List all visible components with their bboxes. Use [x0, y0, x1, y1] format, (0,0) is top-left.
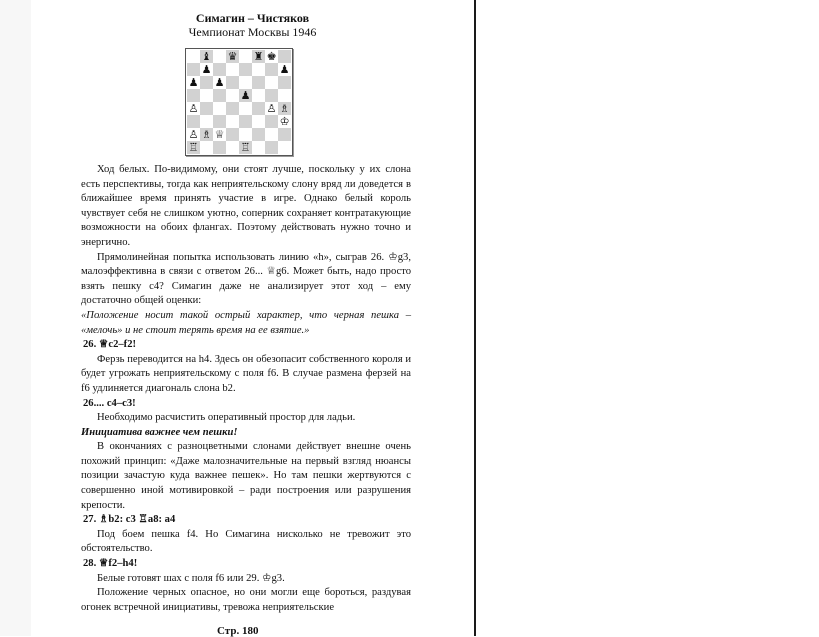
board-square: [265, 76, 278, 89]
chess-piece-square: ♗: [279, 102, 290, 115]
chess-piece-square: ♟: [214, 76, 225, 89]
paragraph: Прямолинейная попытка использовать линию «h», сыграв 26. ♔g3, малоэффективна в связи с ответом 26... ♕g6. Может быть, надо просто взять пешку c4? Симагин даже не анализирует этот ход – ему достаточно общей оценки:: [81, 251, 411, 307]
emphasis: Инициатива важнее чем пешки!: [81, 426, 238, 438]
board-square: [265, 128, 278, 141]
sentence: Необходимо расчистить оперативный простор для ладьи.: [97, 412, 356, 424]
chess-piece-square: ♟: [279, 63, 290, 76]
board-square: [200, 102, 213, 115]
board-square: [213, 89, 226, 102]
board-square: [226, 102, 239, 115]
board-square: [226, 76, 239, 89]
chess-piece-square: ♙: [188, 102, 199, 115]
chess-piece-square: ♙: [188, 128, 199, 141]
board-square: [252, 102, 265, 115]
quote: «Положение носит такой острый характер, что черная пешка – «мелочь» и не стоит терять время на ее взятие.»: [81, 309, 411, 336]
paragraph: Ход белых. По-видимому, они стоят лучше, поскольку у их слона есть перспективы, тогда как неприятельскому слону вряд ли доведется в ближайшее время принять участие в игре. Однако белый король чувствует себя не слишком уютно, соперник сохраняет контратакующие возможности на обоих флангах. Поэтому действовать нужно точно и энергично.: [81, 164, 411, 248]
board-square: [278, 76, 291, 89]
page-number: Стр. 180: [217, 625, 259, 637]
board-square: [239, 50, 252, 63]
chess-piece-square: ♚: [266, 50, 277, 63]
board-square: [265, 89, 278, 102]
board-square: [226, 115, 239, 128]
board-square: [213, 141, 226, 154]
move-notation: 26. ♕c2–f2!: [83, 339, 137, 351]
board-square: [226, 141, 239, 154]
board-square: [187, 50, 200, 63]
board-square: [278, 128, 291, 141]
board-square: [239, 76, 252, 89]
page-right-border: [474, 0, 476, 636]
chess-diagram: [185, 48, 293, 156]
board-square: [213, 63, 226, 76]
board-square: [252, 141, 265, 154]
paragraph: Белые готовят шах с поля f6 или 29. ♔g3.: [97, 572, 285, 584]
board-square: [200, 89, 213, 102]
board-square: [252, 63, 265, 76]
board-square: [200, 115, 213, 128]
board-square: [265, 115, 278, 128]
chess-piece-square: ♗: [201, 128, 212, 141]
board-square: [265, 63, 278, 76]
paragraph: Ферзь переводится на h4. Здесь он обезопасит собственного короля и будет угрожать неприятельскому с поля f6. В случае размена ферзей на f6 удлиняется диагональ слона b2.: [81, 353, 411, 394]
board-square: [239, 128, 252, 141]
board-square: [200, 141, 213, 154]
chess-piece-square: ♟: [201, 63, 212, 76]
move-notation: 26.... c4–c3!: [83, 397, 136, 409]
board-square: [187, 89, 200, 102]
chess-piece-square: ♖: [188, 141, 199, 154]
board-square: [252, 115, 265, 128]
board-square: [265, 141, 278, 154]
board-square: [226, 89, 239, 102]
document-page: [31, 0, 474, 636]
game-title: Симагин – Чистяков: [195, 11, 310, 25]
commentary-text: [81, 163, 411, 615]
board-square: [278, 89, 291, 102]
tournament-subtitle: Чемпионат Москвы 1946: [188, 25, 317, 39]
board-square: [252, 128, 265, 141]
board-square: [187, 63, 200, 76]
chess-piece-square: ♜: [253, 50, 264, 63]
board-square: [226, 128, 239, 141]
move-notation: 27. ♗b2: c3 ♖a8: a4: [83, 514, 176, 526]
paragraph: Положение черных опасное, но они могли еще бороться, раздувая огонек встречной инициативы, тревожа неприятельские: [81, 587, 411, 613]
chess-piece-square: ♟: [188, 76, 199, 89]
board-square: [239, 63, 252, 76]
board-square: [187, 115, 200, 128]
board-square: [252, 89, 265, 102]
chess-piece-square: ♖: [240, 141, 251, 154]
board-square: [278, 141, 291, 154]
chess-piece-square: ♛: [227, 50, 238, 63]
paragraph: В окончаниях с разноцветными слонами действует внешне очень похожий принцип: «Даже малозначительные на первый взгляд нюансы позиции зачастую куда важнее пешек». Но там пешки жертвуются с совершенно иной мотивировкой – ради построения или разрушения крепости.: [81, 441, 411, 511]
board-square: [278, 50, 291, 63]
chess-piece-square: ♝: [201, 50, 212, 63]
board-square: [200, 76, 213, 89]
board-square: [226, 63, 239, 76]
board-square: [213, 115, 226, 128]
board-square: [213, 50, 226, 63]
paragraph: [81, 411, 411, 440]
board-square: [239, 115, 252, 128]
chess-piece-square: ♙: [266, 102, 277, 115]
chess-piece-square: ♕: [214, 128, 225, 141]
chess-piece-square: ♔: [279, 115, 290, 128]
chess-board: [187, 50, 291, 154]
left-margin: [0, 0, 32, 636]
board-square: [239, 102, 252, 115]
paragraph: Под боем пешка f4. Но Симагина нисколько не тревожит это обстоятельство.: [81, 528, 411, 555]
board-square: [213, 102, 226, 115]
board-square: [252, 76, 265, 89]
move-notation: 28. ♕f2–h4!: [83, 558, 138, 570]
chess-piece-square: ♟: [240, 89, 251, 102]
